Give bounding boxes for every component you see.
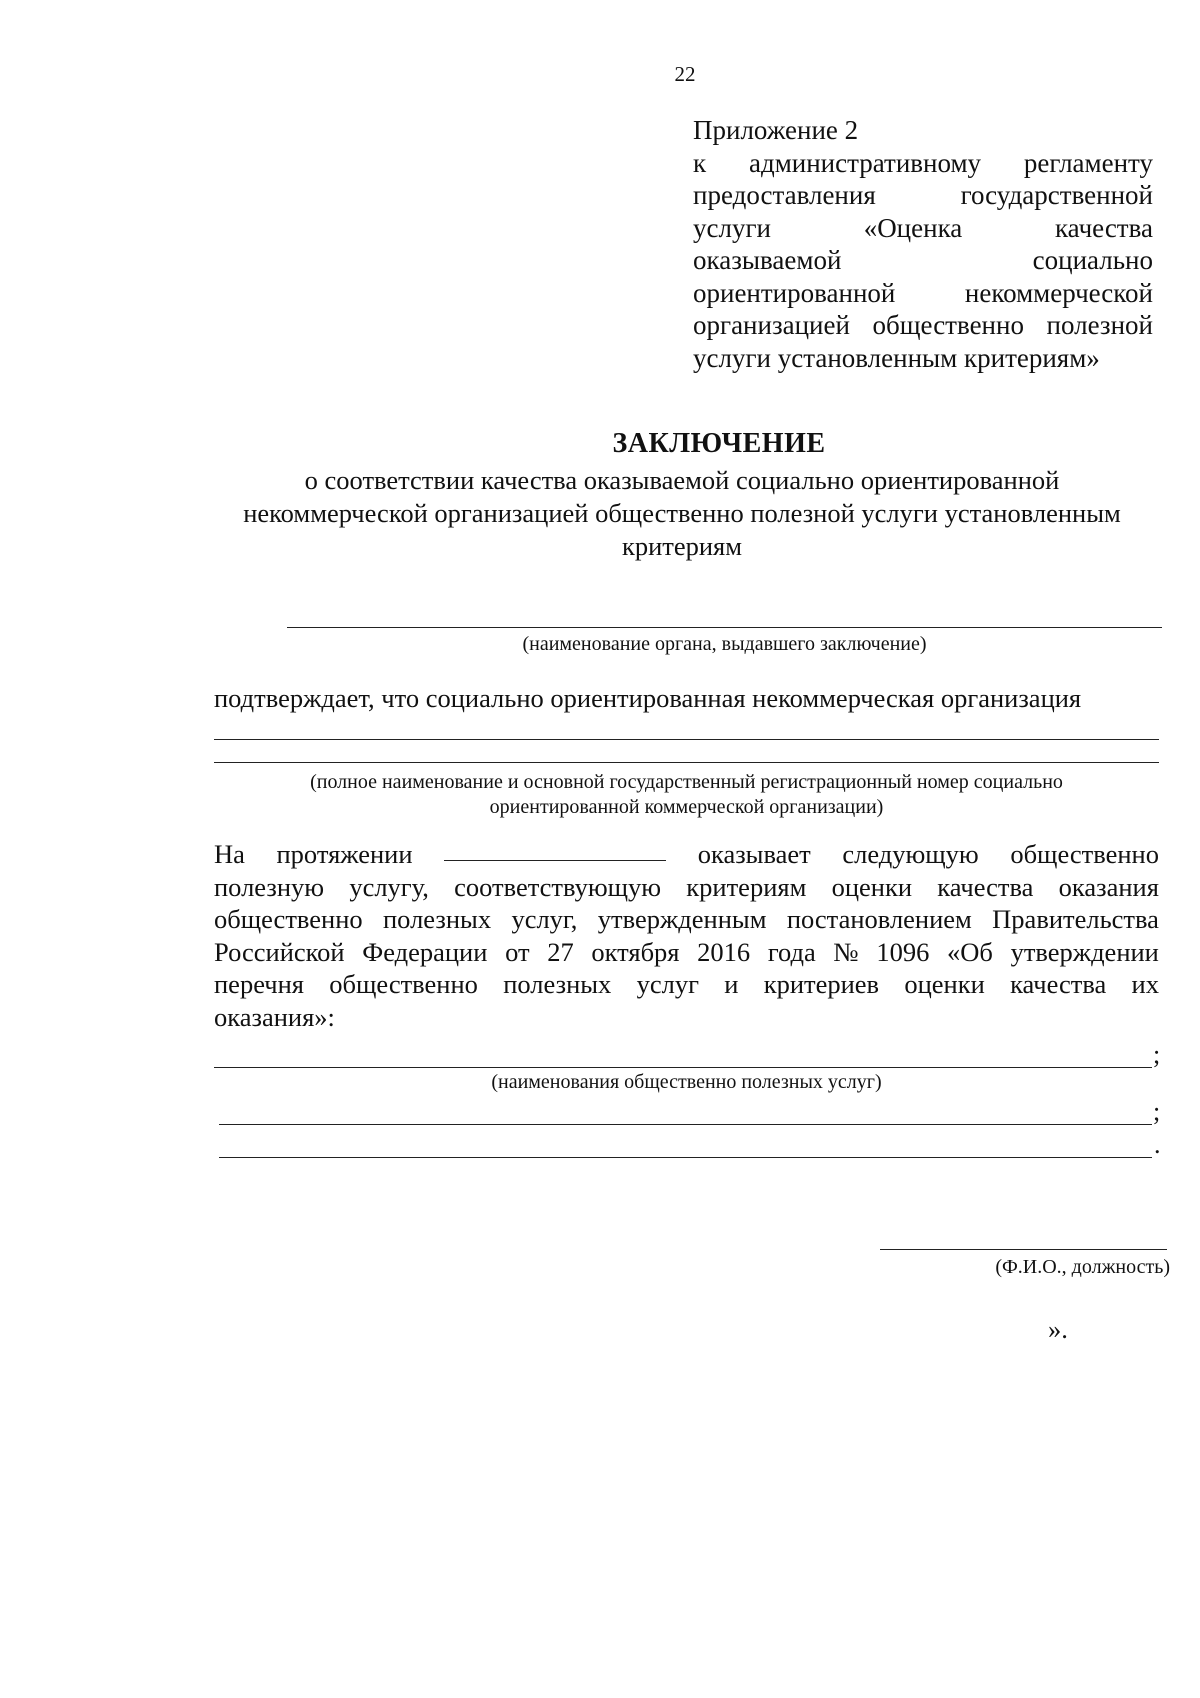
org-name-line-2 <box>214 762 1159 763</box>
services-line-2 <box>219 1124 1152 1125</box>
appendix-line-7: организацией общественно полезной <box>693 310 1153 340</box>
signature-line <box>880 1249 1167 1250</box>
period-blank-field <box>444 838 666 861</box>
page-number: 22 <box>674 62 696 86</box>
subtitle-line-1: о соответствии качества оказываемой социально ориентированной <box>304 465 1060 495</box>
confirms-text: подтверждает, что социально ориентированная некоммерческая организация <box>214 683 1082 713</box>
services-line-2-semicolon: ; <box>1153 1097 1161 1126</box>
services-line-1 <box>214 1067 1152 1068</box>
document-subtitle <box>212 464 1152 563</box>
closing-mark: ». <box>1048 1314 1068 1344</box>
appendix-line-3: предоставления государственной <box>693 180 1153 210</box>
services-line-3-period: . <box>1154 1130 1161 1159</box>
appendix-title: Приложение 2 <box>693 115 859 145</box>
authority-caption: (наименование органа, выдавшего заключение) <box>522 633 927 655</box>
subtitle-line-2: некоммерческой организацией общественно полезной услуги установленным <box>243 498 1121 528</box>
para-line-3: общественно полезных услуг, утвержденным постановлением Правительства <box>214 904 1159 934</box>
services-line-1-semicolon: ; <box>1153 1040 1161 1069</box>
para-line-5: перечня общественно полезных услуг и критериев оценки качества их <box>214 969 1159 999</box>
services-caption: (наименования общественно полезных услуг) <box>491 1071 882 1093</box>
org-name-line-1 <box>214 739 1159 740</box>
services-line-3 <box>219 1157 1152 1158</box>
subtitle-line-3: критериям <box>621 531 743 561</box>
authority-name-line <box>287 627 1162 628</box>
para-line-6: оказания»: <box>214 1001 335 1032</box>
appendix-line-5: оказываемой социально <box>693 245 1153 275</box>
org-caption <box>214 770 1159 820</box>
document-title: ЗАКЛЮЧЕНИЕ <box>612 428 826 459</box>
appendix-header <box>693 114 1153 374</box>
main-paragraph <box>214 838 1159 1033</box>
para-line-1: На протяжении оказывает следующую общественно <box>214 839 1159 869</box>
appendix-line-6: ориентированной некоммерческой <box>693 277 1153 308</box>
org-caption-line-2: ориентированной коммерческой организации) <box>489 796 884 818</box>
para-line-2: полезную услугу, соответствующую критериям оценки качества оказания <box>214 871 1159 902</box>
org-caption-line-1: (полное наименование и основной государственный регистрационный номер социально <box>310 771 1063 793</box>
appendix-line-8: услуги установленным критериям» <box>693 342 1100 373</box>
signature-caption: (Ф.И.О., должность) <box>995 1256 1170 1278</box>
appendix-line-2: к административному регламенту <box>693 147 1153 178</box>
para-line-4: Российской Федерации от 27 октября 2016 года № 1096 «Об утверждении <box>214 936 1159 967</box>
appendix-line-4: услуги «Оценка качества <box>693 212 1153 243</box>
